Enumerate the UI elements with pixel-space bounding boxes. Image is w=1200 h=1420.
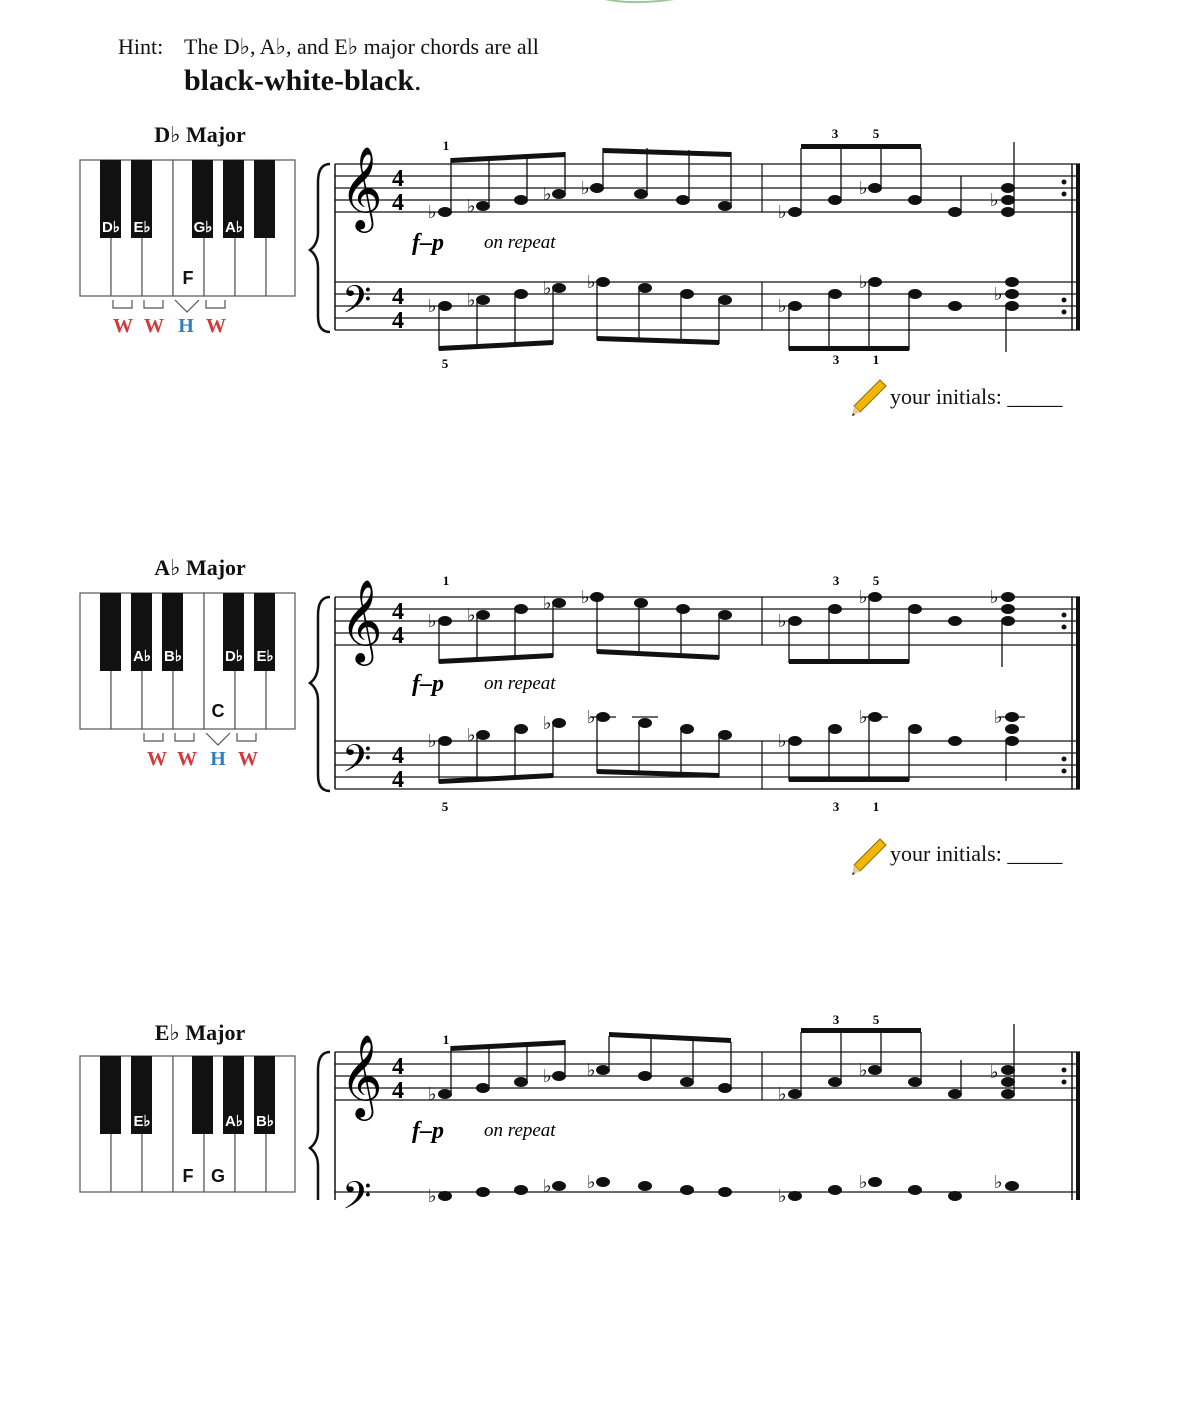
svg-text:♭: ♭ <box>543 1176 552 1196</box>
step-label-whole: W <box>177 748 197 770</box>
section-title: E♭ Major <box>154 1020 246 1045</box>
svg-text:♭: ♭ <box>587 707 596 727</box>
black-key-label: E♭ <box>256 648 274 665</box>
svg-text:4: 4 <box>392 1078 404 1104</box>
fingering-number: 1 <box>442 1032 450 1047</box>
bass-clef-icon: 𝄢 <box>342 1175 372 1226</box>
svg-text:♭: ♭ <box>581 587 590 607</box>
dynamics-marking: f–p <box>412 671 444 697</box>
black-key-label: G♭ <box>193 219 213 236</box>
fingering-number: 3 <box>832 573 840 588</box>
hint-text: The D♭, A♭, and E♭ major chords are all <box>184 34 539 59</box>
svg-text:4: 4 <box>392 190 404 216</box>
svg-text:♭: ♭ <box>859 272 868 292</box>
svg-text:♭: ♭ <box>428 1186 437 1206</box>
svg-text:♭: ♭ <box>990 190 999 210</box>
svg-text:♭: ♭ <box>859 178 868 198</box>
svg-text:♭: ♭ <box>428 611 437 631</box>
treble-staff-lines <box>335 164 1080 212</box>
svg-text:♭: ♭ <box>428 731 437 751</box>
step-label-whole: W <box>113 315 133 337</box>
svg-text:♭: ♭ <box>778 1186 787 1206</box>
white-key-label: C <box>211 701 225 721</box>
fingering-number: 1 <box>872 352 880 367</box>
white-key-label: G <box>210 1166 226 1186</box>
treble-notes <box>438 1065 1015 1099</box>
black-key-label: D♭ <box>225 648 243 665</box>
black-key-label: E♭ <box>133 219 151 236</box>
initials-field[interactable]: your initials: _____ <box>890 384 1063 409</box>
repeat-instruction: on repeat <box>484 673 556 694</box>
svg-text:4: 4 <box>392 166 404 192</box>
hint-period: . <box>414 64 422 97</box>
svg-text:4: 4 <box>392 1054 404 1080</box>
fingering-number: 1 <box>442 138 450 153</box>
fingering-number: 3 <box>831 126 839 141</box>
svg-text:♭: ♭ <box>543 278 552 298</box>
grand-staff <box>0 1012 1200 1226</box>
fingering-number: 3 <box>832 799 840 814</box>
hint-bold-text: black-white-black <box>184 64 415 97</box>
svg-text:♭: ♭ <box>990 587 999 607</box>
brace <box>310 597 330 791</box>
svg-text:♭: ♭ <box>859 707 868 727</box>
fingering-number: 5 <box>872 1012 880 1027</box>
svg-text:4: 4 <box>392 284 404 310</box>
svg-text:♭: ♭ <box>543 593 552 613</box>
fingering-number: 1 <box>442 573 450 588</box>
brace <box>310 1052 330 1200</box>
hint-emphasis <box>184 64 422 98</box>
fingering-number: 5 <box>441 356 449 371</box>
pencil-icon <box>850 837 886 877</box>
black-key-label: B♭ <box>164 648 182 665</box>
time-signature <box>392 1054 404 1104</box>
svg-text:♭: ♭ <box>778 731 787 751</box>
treble-clef-icon: 𝄞 <box>340 1036 383 1116</box>
fingering-number: 5 <box>872 573 880 588</box>
step-label-whole: W <box>144 315 164 337</box>
fingering-number: 3 <box>832 352 840 367</box>
step-label-half: H <box>178 315 194 337</box>
black-key-label: B♭ <box>256 1113 274 1130</box>
step-label-half: H <box>210 748 226 770</box>
white-key-label: F <box>182 1166 194 1186</box>
treble-beams <box>451 1028 921 1051</box>
dynamics-marking: f–p <box>412 230 444 256</box>
black-key-label: A♭ <box>225 1113 243 1130</box>
svg-text:♭: ♭ <box>778 202 787 222</box>
section-title: A♭ Major <box>154 555 246 580</box>
svg-text:♭: ♭ <box>990 1062 999 1082</box>
step-label-whole: W <box>147 748 167 770</box>
svg-text:♭: ♭ <box>994 284 1003 304</box>
svg-text:♭: ♭ <box>587 1172 596 1192</box>
svg-text:♭: ♭ <box>859 1060 868 1080</box>
svg-text:♭: ♭ <box>994 707 1003 727</box>
repeat-dots <box>1062 613 1067 774</box>
svg-text:♭: ♭ <box>778 296 787 316</box>
treble-beams <box>451 144 921 163</box>
svg-text:♭: ♭ <box>778 1084 787 1104</box>
fingering-number: 1 <box>872 799 880 814</box>
svg-text:4: 4 <box>392 743 404 769</box>
step-label-whole: W <box>206 315 226 337</box>
svg-text:♭: ♭ <box>428 202 437 222</box>
black-key-label: A♭ <box>133 648 151 665</box>
svg-text:4: 4 <box>392 767 404 793</box>
svg-text:♭: ♭ <box>859 1172 868 1192</box>
dynamics-marking: f–p <box>412 1118 444 1144</box>
repeat-instruction: on repeat <box>484 232 556 253</box>
time-signature <box>392 166 404 334</box>
svg-text:♭: ♭ <box>467 196 476 216</box>
grand-staff <box>0 555 1200 815</box>
fingering-number: 5 <box>872 126 880 141</box>
black-key-label: E♭ <box>133 1113 151 1130</box>
hint-label: Hint: <box>118 34 164 59</box>
grand-staff <box>0 122 1200 382</box>
black-key-label: A♭ <box>225 219 243 236</box>
svg-text:♭: ♭ <box>543 713 552 733</box>
svg-text:4: 4 <box>392 308 404 334</box>
white-key-label: F <box>182 268 194 288</box>
svg-text:♭: ♭ <box>778 611 787 631</box>
fingering-number: 3 <box>832 1012 840 1027</box>
bass-notes <box>438 1177 1019 1201</box>
svg-text:♭: ♭ <box>428 1084 437 1104</box>
svg-text:♭: ♭ <box>581 178 590 198</box>
step-label-whole: W <box>238 748 258 770</box>
svg-text:4: 4 <box>392 599 404 625</box>
svg-text:♭: ♭ <box>543 1066 552 1086</box>
initials-field[interactable]: your initials: _____ <box>890 841 1063 866</box>
svg-text:♭: ♭ <box>467 605 476 625</box>
svg-text:♭: ♭ <box>467 290 476 310</box>
bass-clef-icon: 𝄢 <box>342 738 372 789</box>
svg-text:♭: ♭ <box>994 1172 1003 1192</box>
bass-beams <box>439 336 909 351</box>
scale-section-eb <box>0 1012 1200 1420</box>
svg-text:♭: ♭ <box>859 587 868 607</box>
section-title: D♭ Major <box>154 122 246 147</box>
svg-text:4: 4 <box>392 623 404 649</box>
scale-section-db <box>0 122 1200 522</box>
svg-text:♭: ♭ <box>467 725 476 745</box>
top-ornament <box>400 0 780 10</box>
scale-section-ab <box>0 555 1200 955</box>
pencil-icon <box>850 378 886 418</box>
treble-clef-icon: 𝄞 <box>340 148 383 228</box>
svg-text:♭: ♭ <box>587 272 596 292</box>
treble-clef-icon: 𝄞 <box>340 581 383 661</box>
treble-beams <box>439 649 909 664</box>
bass-clef-icon: 𝄢 <box>342 279 372 330</box>
svg-text:♭: ♭ <box>587 1060 596 1080</box>
svg-text:♭: ♭ <box>428 296 437 316</box>
black-key-label: D♭ <box>102 219 120 236</box>
repeat-instruction: on repeat <box>484 1120 556 1141</box>
time-signature <box>392 599 404 793</box>
svg-text:♭: ♭ <box>543 184 552 204</box>
treble-stems <box>451 1024 1014 1092</box>
fingering-number: 5 <box>441 799 449 814</box>
brace <box>310 164 330 332</box>
